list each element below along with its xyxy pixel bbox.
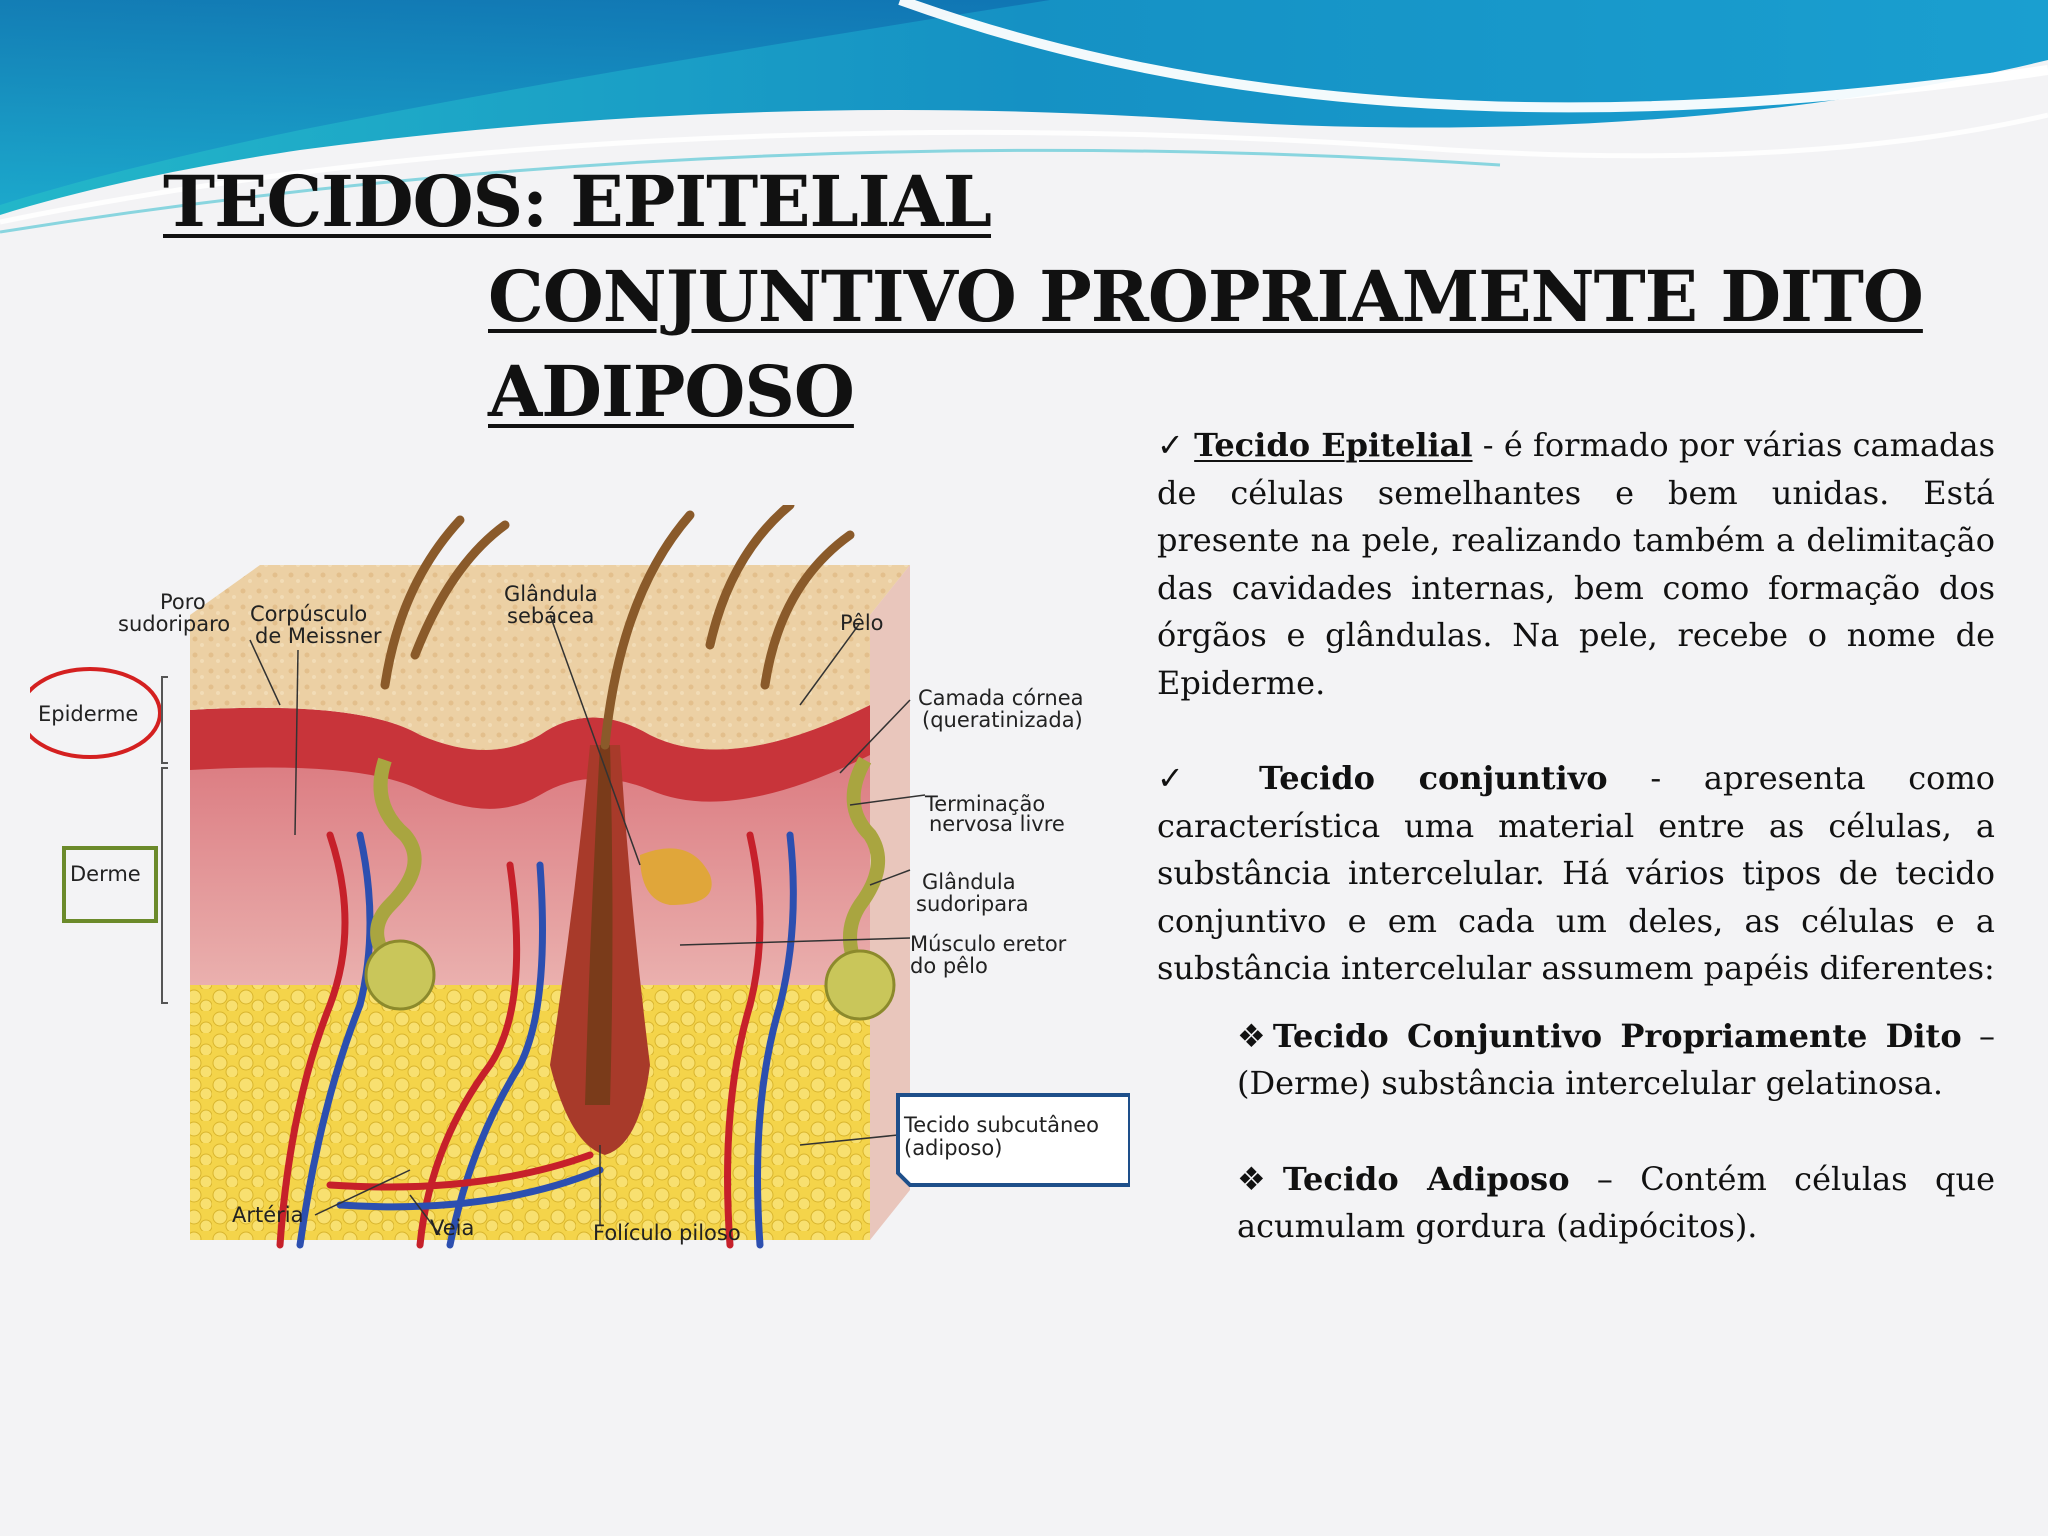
label-derme: Derme	[70, 862, 141, 886]
label-corpusculo-1: Corpúsculo	[250, 602, 368, 626]
paragraph-tecido-epitelial	[1157, 422, 1995, 707]
term-tecido-adiposo: Tecido Adiposo	[1282, 1159, 1570, 1198]
label-camada-cornea-1: Camada córnea	[918, 686, 1084, 710]
paragraph-tecido-adiposo	[1237, 1156, 1995, 1251]
term-propriamente-dito: Tecido Conjuntivo Propriamente Dito	[1272, 1016, 1962, 1055]
label-epiderme: Epiderme	[38, 702, 139, 726]
label-camada-cornea-2: (queratinizada)	[922, 708, 1083, 732]
term-tecido-conjuntivo: Tecido conjuntivo	[1259, 759, 1608, 797]
label-poro-2: sudoriparo	[118, 612, 231, 636]
label-foliculo: Folículo piloso	[593, 1221, 741, 1245]
label-pelo: Pêlo	[840, 611, 884, 635]
label-corpusculo-2: de Meissner	[255, 624, 382, 648]
subcutaneo-highlight	[898, 1095, 1130, 1185]
check-icon: ✓	[1157, 759, 1217, 797]
diamond-bullet-icon: ❖	[1237, 1159, 1283, 1198]
paragraph-tecido-conjuntivo	[1157, 755, 1995, 993]
check-icon: ✓	[1157, 426, 1184, 464]
label-subcutaneo-1: Tecido subcutâneo	[904, 1113, 1100, 1137]
slide-title-line-3: ADIPOSO	[488, 350, 854, 433]
label-terminacao-2: nervosa livre	[929, 812, 1065, 836]
text-propriamente-dito: – (Derme) substância intercelular gelatinosa.	[1237, 1016, 1996, 1102]
label-glandula-sudoripara-1: Glândula	[922, 870, 1016, 894]
paragraph-propriamente-dito	[1237, 1013, 1995, 1108]
skin-cross-section-diagram	[30, 505, 1130, 1265]
label-glandula-sebacea-2: sebácea	[507, 604, 595, 628]
label-glandula-sudoripara-2: sudoripara	[916, 892, 1029, 916]
label-arteria: Artéria	[232, 1203, 304, 1227]
term-tecido-epitelial: Tecido Epitelial	[1194, 426, 1473, 464]
epiderme-highlight	[30, 669, 160, 757]
text-tecido-conjuntivo: - apresenta como característica uma material entre as células, a substância intercelular. Há vários tipos de tecido conjuntivo e em cada um deles, as células e a substância intercelular assumem papéis diferentes:	[1157, 759, 1996, 987]
label-veia: Veia	[430, 1216, 475, 1240]
slide-title-line-1: TECIDOS: EPITELIAL	[163, 160, 992, 243]
text-tecido-epitelial: - é formado por várias camadas de células semelhantes e bem unidas. Está presente na pele, realizando também a delimitação das cavidades internas, bem como formação dos órgãos e glândulas. Na pele, recebe o nome de Epiderme.	[1157, 426, 1996, 702]
layer-brackets	[162, 677, 168, 1003]
derme-highlight	[64, 848, 156, 921]
body-text	[1157, 422, 1995, 1251]
label-poro-1: Poro	[160, 590, 206, 614]
diamond-bullet-icon: ❖	[1237, 1016, 1273, 1055]
slide-title-line-2: CONJUNTIVO PROPRIAMENTE DITO	[488, 255, 1923, 338]
label-subcutaneo-2: (adiposo)	[904, 1136, 1003, 1160]
text-tecido-adiposo: – Contém células que acumulam gordura (adipócitos).	[1237, 1159, 1995, 1245]
label-glandula-sebacea-1: Glândula	[504, 582, 598, 606]
label-musculo-1: Músculo eretor	[910, 932, 1067, 956]
label-musculo-2: do pêlo	[910, 954, 988, 978]
label-terminacao-1: Terminação	[925, 792, 1046, 816]
